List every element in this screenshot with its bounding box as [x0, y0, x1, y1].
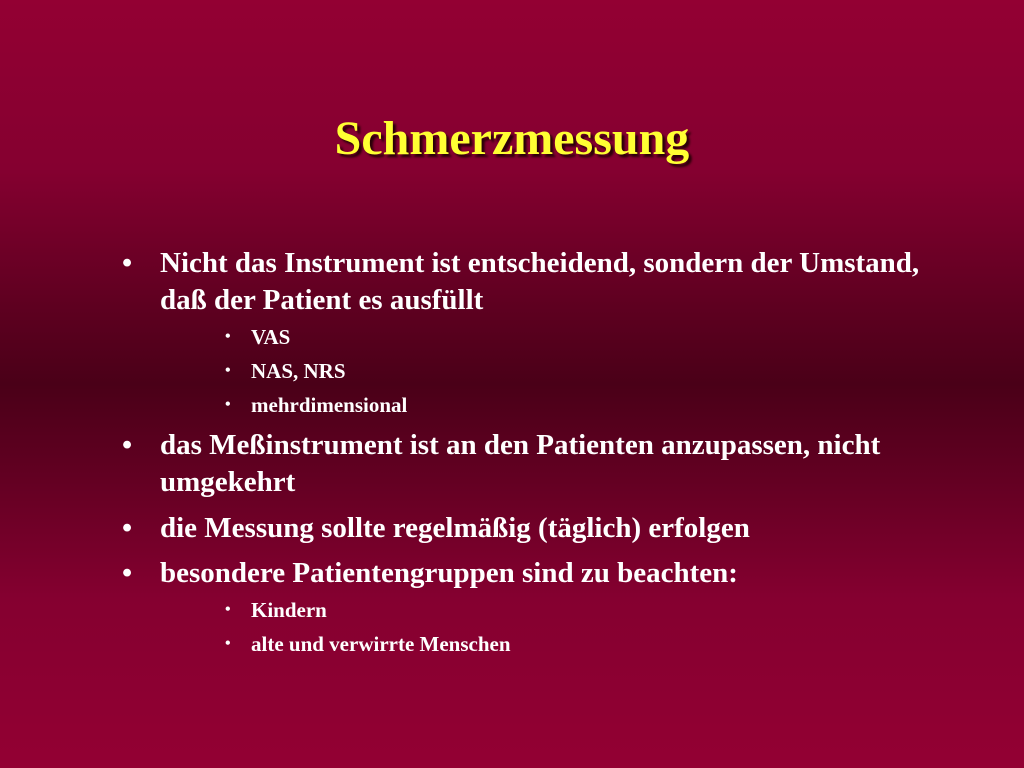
bullet-icon: • [122, 247, 133, 279]
bullet-item [122, 510, 942, 547]
slide-title: Schmerzmessung [334, 112, 690, 165]
sub-bullet-item [225, 357, 825, 385]
bullet-icon: • [225, 601, 231, 618]
bullet-icon: • [225, 362, 231, 379]
bullet-text: das Meßinstrument ist an den Patienten anzupassen, nicht umgekehrt [160, 429, 881, 498]
bullet-item [122, 427, 942, 501]
bullet-item [122, 555, 942, 592]
sub-bullet-item [225, 630, 825, 658]
sub-bullet-item [225, 323, 825, 351]
sub-bullet-text: NAS, NRS [251, 359, 346, 383]
sub-bullet-text: VAS [251, 325, 291, 349]
bullet-text: besondere Patientengruppen sind zu beachten: [160, 557, 738, 589]
bullet-icon: • [225, 396, 231, 413]
bullet-item [122, 245, 942, 319]
sub-bullet-item [225, 391, 825, 419]
bullet-icon: • [122, 429, 133, 461]
sub-bullet-item [225, 596, 825, 624]
bullet-text: die Messung sollte regelmäßig (täglich) erfolgen [160, 512, 750, 544]
bullet-icon: • [225, 635, 231, 652]
bullet-icon: • [225, 328, 231, 345]
sub-bullet-text: Kindern [251, 598, 327, 622]
bullet-text: Nicht das Instrument ist entscheidend, sondern der Umstand, daß der Patient es ausfüllt [160, 247, 920, 316]
bullet-icon: • [122, 512, 133, 544]
sub-bullet-text: alte und verwirrte Menschen [251, 632, 511, 656]
bullet-icon: • [122, 557, 133, 589]
sub-bullet-text: mehrdimensional [251, 393, 408, 417]
